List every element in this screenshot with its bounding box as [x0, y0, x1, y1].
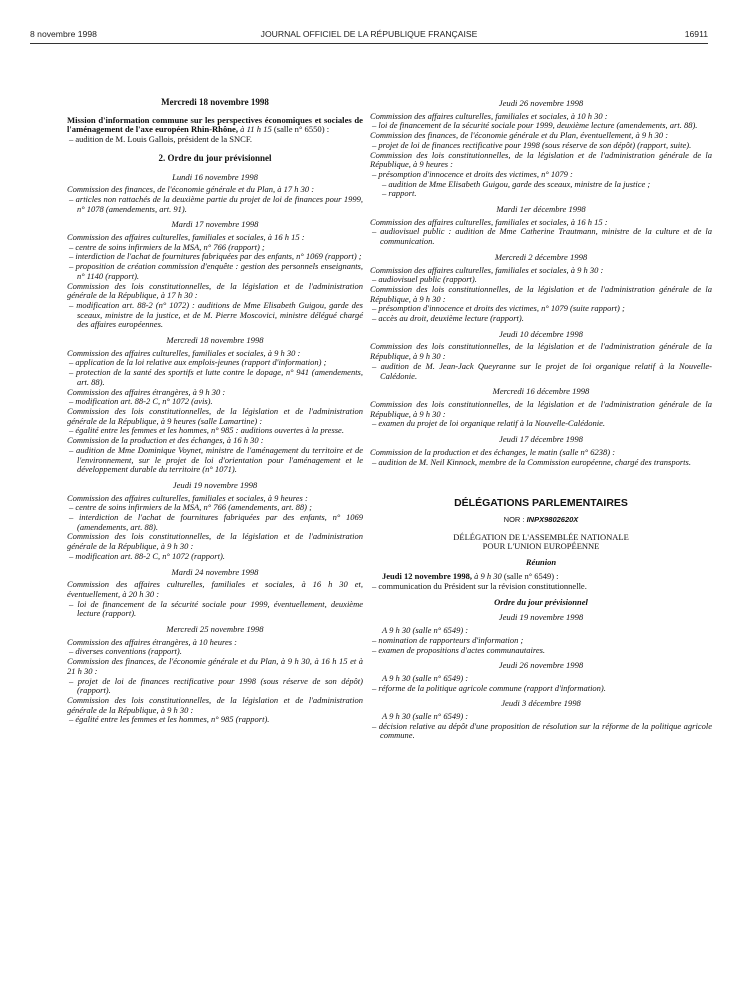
commission-entry: Commission des lois constitutionnelles, de la législation et de l'administration générale de la République, à 9 h 30 : — [67, 531, 363, 552]
section-heading: 2. Ordre du jour prévisionnel — [158, 152, 272, 163]
agenda-item: – examen de propositions d'actes communautaires. — [372, 644, 546, 655]
agenda-item: – nomination de rapporteurs d'information ; — [372, 634, 524, 645]
date-heading: Jeudi 19 novembre 1998 — [498, 612, 584, 623]
agenda-item: – audiovisuel public (rapport). — [372, 274, 477, 285]
session-time: A 9 h 30 (salle n° 6549) : — [382, 711, 469, 722]
commission-entry: Commission des affaires culturelles, familiales et sociales, à 16 h 15 : — [67, 232, 305, 243]
commission-entry: Commission des affaires culturelles, familiales et sociales, à 16 h 30 et, éventuellement, à 20 h 30 : — [67, 579, 363, 599]
date-heading: Mercredi 16 décembre 1998 — [492, 386, 590, 397]
agenda-item: – articles non rattachés de la deuxième partie du projet de loi de finances pour 1999, n° 1078 (amendements, art. 91). — [69, 193, 363, 214]
mission-time: à 11 h 15 — [240, 124, 272, 135]
commission-entry: Commission des affaires étrangères, à 9 h 30 : — [67, 386, 226, 397]
commission-entry: Commission des affaires culturelles, familiales et sociales, à 10 h 30 : — [370, 110, 608, 121]
date-heading: Jeudi 3 décembre 1998 — [501, 698, 581, 709]
reunion-heading: Réunion — [525, 556, 557, 567]
commission-entry: Commission des affaires culturelles, familiales et sociales, à 9 h 30 : — [67, 347, 301, 358]
agenda-item: – modification art. 88-2 (n° 1072) : auditions de Mme Elisabeth Guigou, garde des sceaux, ministre de la justice, et de M. Pierre Moscovici, ministre délégué chargé des affaires européennes. — [69, 299, 363, 330]
page-header — [30, 29, 708, 41]
commission-entry: Commission de la production et des échanges, à 16 h 30 : — [67, 435, 264, 446]
date-heading: Jeudi 10 décembre 1998 — [499, 328, 583, 339]
commission-entry: Commission des finances, de l'économie générale et du Plan, à 17 h 30 : — [67, 184, 315, 195]
date-heading: Jeudi 17 décembre 1998 — [499, 434, 583, 445]
agenda-subitem: – audition de Mme Elisabeth Guigou, garde des sceaux, ministre de la justice ; — [382, 178, 651, 189]
commission-entry: Commission des lois constitutionnelles, de la législation et de l'administration générale de la République, à 9 h 30 : — [370, 283, 712, 304]
commission-entry: Commission des affaires culturelles, familiales et sociales, à 9 heures : — [67, 492, 308, 503]
date-heading: Lundi 16 novembre 1998 — [172, 171, 258, 182]
agenda-item: – présomption d'innocence et droits des victimes, n° 1079 : — [372, 168, 573, 179]
agenda-item: – décision relative au dépôt d'une proposition de résolution sur la réforme de la politique agricole commune. — [372, 720, 712, 741]
date-heading: Mardi 17 novembre 1998 — [171, 219, 259, 230]
day-heading: Mercredi 18 novembre 1998 — [161, 97, 269, 107]
meeting-time: à 9 h 30 — [472, 571, 502, 582]
delegation-title — [370, 533, 712, 552]
header-journal-title: JOURNAL OFFICIEL DE LA RÉPUBLIQUE FRANÇAISE — [260, 29, 478, 39]
agenda-item: – examen du projet de loi organique relatif à la Nouvelle-Calédonie. — [372, 418, 605, 429]
agenda-item: – audition de Mme Dominique Voynet, ministre de l'aménagement du territoire et de l'environnement, sur le projet de loi d'orientation pour l'aménagement et le développement durable du territoire (n° 1071). — [69, 444, 363, 475]
agenda-item: – audition de M. Jean-Jack Queyranne sur le projet de loi organique relatif à la Nouvelle-Calédonie. — [372, 360, 712, 381]
agenda-item: – centre de soins infirmiers de la MSA, n° 766 (amendements, art. 88) ; — [69, 502, 312, 513]
mission-entry — [67, 116, 363, 135]
mission-title: Mission d'information commune sur les perspectives économiques et sociales de l'aménagement de l'axe européen Rhin-Rhône, — [67, 114, 363, 135]
nor-code: INPX9802620X — [526, 514, 579, 524]
agenda-subitem: – rapport. — [382, 188, 417, 199]
agenda-item: – accès au droit, deuxième lecture (rapport). — [372, 313, 524, 324]
agenda-item: – modification art. 88-2 C, n° 1072 (rapport). — [69, 550, 225, 561]
date-heading: Mercredi 18 novembre 1998 — [166, 335, 264, 346]
agenda-item: – projet de loi de finances rectificative pour 1998 (sous réserve de son dépôt) (rapport). — [69, 675, 363, 696]
agenda-item: – égalité entre les femmes et les hommes, n° 985 (rapport). — [69, 714, 270, 725]
nor-reference — [370, 515, 712, 525]
date-heading: Mercredi 25 novembre 1998 — [166, 624, 264, 635]
commission-entry: Commission des lois constitutionnelles, de la législation et de l'administration générale de la République, à 9 heures (salle Lamartine) : — [67, 405, 363, 426]
header-page-number: 16911 — [684, 29, 708, 39]
left-column — [67, 98, 363, 725]
nor-label: NOR : — [503, 514, 527, 524]
agenda-item: – audiovisuel public : audition de Mme Catherine Trautmann, ministre de la culture et de la communication. — [372, 226, 712, 247]
date-heading: Jeudi 26 novembre 1998 — [498, 660, 584, 671]
commission-entry: Commission des finances, de l'économie générale et du Plan, à 9 h 30, à 16 h 15 et à 21 h 30 : — [67, 656, 363, 676]
date-heading: Mercredi 2 décembre 1998 — [494, 251, 588, 262]
agenda-item: – réforme de la politique agricole commune (rapport d'information). — [372, 682, 606, 693]
right-column — [370, 99, 712, 741]
delegation-title-line: DÉLÉGATION DE L'ASSEMBLÉE NATIONALE — [453, 531, 629, 542]
agenda-item: – présomption d'innocence et droits des victimes, n° 1079 (suite rapport) ; — [372, 303, 625, 314]
agenda-item: – projet de loi de finances rectificative pour 1998 (sous réserve de son dépôt) (rapport, suite). — [372, 139, 692, 150]
session-time: A 9 h 30 (salle n° 6549) : — [382, 672, 469, 683]
session-time: A 9 h 30 (salle n° 6549) : — [382, 625, 469, 636]
commission-entry: Commission des lois constitutionnelles, de la législation et de l'administration générale de la République, à 9 h 30 : — [370, 398, 712, 419]
agenda-item: – communication du Président sur la révision constitutionnelle. — [372, 581, 587, 592]
commission-entry: Commission des affaires étrangères, à 10 heures : — [67, 636, 237, 647]
header-date: 8 novembre 1998 — [30, 29, 97, 39]
commission-entry: Commission de la production et des échanges, le matin (salle n° 6238) : — [370, 446, 616, 457]
commission-entry: Commission des affaires culturelles, familiales et sociales, à 16 h 15 : — [370, 216, 608, 227]
date-heading: Jeudi 26 novembre 1998 — [498, 98, 584, 108]
meeting-room: (salle n° 6549) : — [501, 571, 559, 582]
date-heading: Mardi 1er décembre 1998 — [496, 204, 586, 215]
agenda-item: – modification art. 88-2 C, n° 1072 (avis). — [69, 396, 213, 407]
meeting-date: Jeudi 12 novembre 1998, — [382, 571, 473, 582]
agenda-item: – audition de M. Louis Gallois, président de la SNCF. — [69, 134, 252, 145]
header-rule — [30, 43, 708, 44]
agenda-item: – centre de soins infirmiers de la MSA, n° 766 (rapport) ; — [69, 241, 265, 252]
commission-entry: Commission des lois constitutionnelles, de la législation et de l'administration générale de la République, à 9 heures : — [370, 149, 712, 170]
agenda-item: – protection de la santé des sportifs et lutte contre le dopage, n° 941 (amendements, art. 88). — [69, 367, 363, 387]
commission-entry: Commission des lois constitutionnelles, de la législation et de l'administration générale de la République, à 9 h 30 : — [370, 341, 712, 362]
commission-entry: Commission des finances, de l'économie générale et du Plan, éventuellement, à 9 h 30 : — [370, 130, 669, 141]
commission-entry: Commission des lois constitutionnelles, de la législation et de l'administration générale de la République, à 17 h 30 : — [67, 280, 363, 301]
mission-room: (salle n° 6550) : — [271, 124, 330, 135]
agenda-item: – interdiction de l'achat de fournitures fabriquées par des enfants, n° 1069 (amendements, art. 88). — [69, 512, 363, 532]
delegation-title-line: POUR L'UNION EUROPÉENNE — [482, 541, 600, 552]
agenda-item: – diverses conventions (rapport). — [69, 646, 182, 657]
date-heading: Jeudi 19 novembre 1998 — [172, 479, 258, 490]
section-heading: Ordre du jour prévisionnel — [494, 596, 588, 607]
agenda-item: – proposition de création commission d'enquête : gestion des personnels enseignants, n° 1140 (rapport). — [69, 261, 363, 281]
agenda-item: – loi de financement de la sécurité sociale pour 1999, deuxième lecture (amendements, art. 88). — [372, 120, 698, 131]
agenda-item: – égalité entre les femmes et les hommes, n° 985 : auditions ouvertes à la presse. — [69, 425, 344, 436]
agenda-item: – loi de financement de la sécurité sociale pour 1999, éventuellement, deuxième lecture (rapport). — [69, 598, 363, 619]
date-heading: Mardi 24 novembre 1998 — [171, 566, 259, 577]
agenda-item: – application de la loi relative aux emplois-jeunes (rapport d'information) ; — [69, 357, 327, 368]
commission-entry: Commission des lois constitutionnelles, de la législation et de l'administration générale de la République, à 9 h 30 : — [67, 694, 363, 715]
commission-entry: Commission des affaires culturelles, familiales et sociales, à 9 h 30 : — [370, 264, 604, 275]
agenda-item: – audition de M. Neil Kinnock, membre de la Commission européenne, chargé des transports. — [372, 456, 691, 467]
section-heading-delegations: DÉLÉGATIONS PARLEMENTAIRES — [454, 497, 628, 510]
agenda-item: – interdiction de l'achat de fournitures fabriquées par des enfants, n° 1069 (rapport) ; — [69, 251, 362, 262]
